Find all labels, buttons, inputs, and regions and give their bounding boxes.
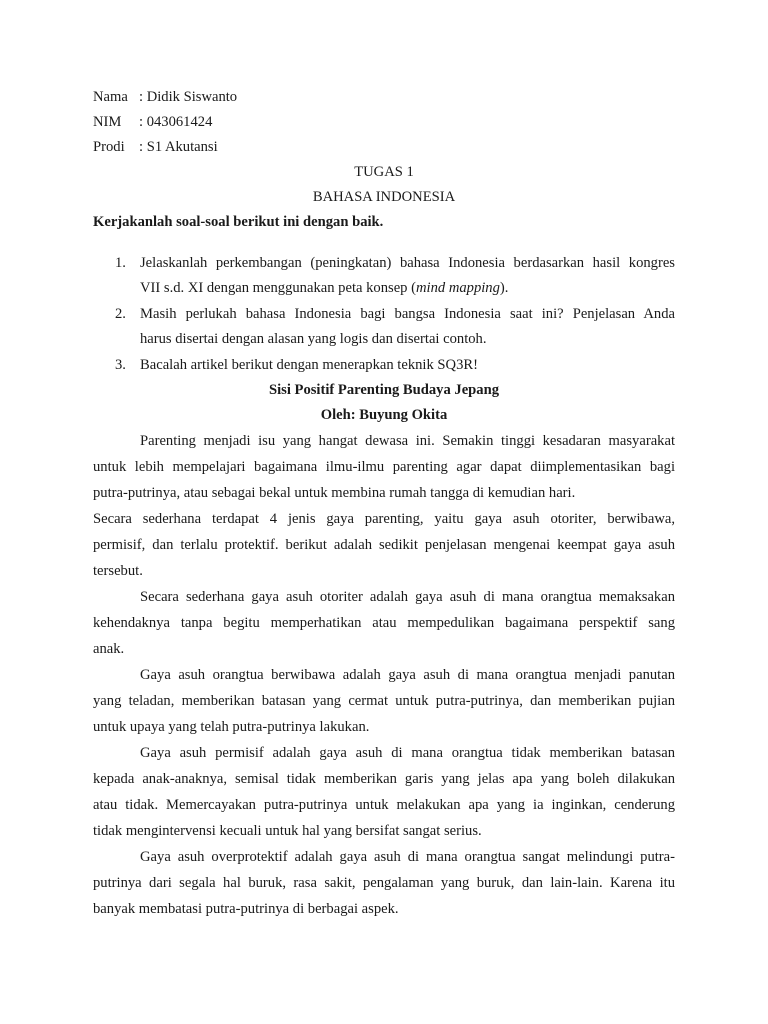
article-author: Oleh: Buyung Okita: [320, 407, 448, 423]
article-paragraph: [93, 506, 675, 584]
paragraph-line: atau tidak. Memercayakan putra-putrinya untuk melakukan apa yang ia inginkan, cenderung: [93, 797, 675, 813]
question-line: harus disertai dengan alasan yang logis dan disertai contoh.: [140, 331, 487, 347]
info-value: : 043061424: [139, 114, 213, 130]
paragraph-line: Gaya asuh overprotektif adalah gaya asuh di mana orangtua sangat melindungi putra-: [140, 849, 675, 865]
question-item: [93, 302, 675, 352]
article-paragraph: [93, 740, 675, 844]
article-paragraph: [93, 584, 675, 662]
paragraph-line: banyak membatasi putra-putrinya di berbagai aspek.: [93, 901, 399, 917]
info-row-nim: [93, 110, 237, 135]
question-item: [93, 353, 675, 378]
info-label: NIM: [93, 114, 122, 130]
paragraph-line: Parenting menjadi isu yang hangat dewasa ini. Semakin tinggi kesadaran masyarakat: [140, 433, 675, 449]
article-paragraph: [93, 662, 675, 740]
article-paragraph: [93, 844, 675, 922]
question-list: [93, 251, 675, 378]
question-line: Masih perlukah bahasa Indonesia bagi bangsa Indonesia saat ini? Penjelasan Anda: [140, 306, 675, 322]
paragraph-line: yang teladan, memberikan batasan yang cermat untuk putra-putrinya, dan memberikan pujian: [93, 693, 675, 709]
question-number: 3.: [115, 357, 126, 373]
assignment-title: TUGAS 1: [354, 164, 414, 180]
article-title: Sisi Positif Parenting Budaya Jepang: [268, 382, 500, 398]
course-title: BAHASA INDONESIA: [312, 189, 456, 205]
info-row-nama: [93, 85, 237, 110]
paragraph-line: tersebut.: [93, 563, 143, 579]
question-number: 2.: [115, 306, 126, 322]
question-text: VII s.d. XI dengan menggunakan peta konsep (: [140, 280, 416, 296]
paragraph-line: permisif, dan terlalu protektif. berikut adalah sedikit penjelasan mengenai keempat gaya asuh: [93, 537, 675, 553]
paragraph-line: Secara sederhana terdapat 4 jenis gaya parenting, yaitu gaya asuh otoriter, berwibawa,: [93, 511, 675, 527]
paragraph-line: putrinya dari segala hal buruk, rasa sakit, pengalaman yang buruk, dan lain-lain. Karena itu: [93, 875, 675, 891]
paragraph-line: untuk upaya yang telah putra-putrinya lakukan.: [93, 719, 370, 735]
article-paragraph: [93, 428, 675, 506]
info-label: Nama: [93, 89, 128, 105]
paragraph-line: putra-putrinya, atau sebagai bekal untuk membina rumah tangga di kemudian hari.: [93, 485, 576, 501]
question-item: [93, 251, 675, 301]
paragraph-line: untuk lebih mempelajari bagaimana ilmu-ilmu parenting agar dapat diimplementasikan bagi: [93, 459, 675, 475]
paragraph-line: Secara sederhana gaya asuh otoriter adalah gaya asuh di mana orangtua memaksakan: [140, 589, 675, 605]
question-line: [140, 276, 675, 301]
question-line: Jelaskanlah perkembangan (peningkatan) bahasa Indonesia berdasarkan hasil kongres: [140, 255, 675, 271]
info-label: Prodi: [93, 139, 125, 155]
paragraph-line: kehendaknya tanpa begitu memperhatikan atau mempedulikan bagaimana perspektif sang: [93, 615, 675, 631]
question-line: Bacalah artikel berikut dengan menerapkan teknik SQ3R!: [140, 357, 478, 373]
article-body: [93, 428, 675, 922]
paragraph-line: anak.: [93, 641, 125, 657]
info-value: : Didik Siswanto: [139, 89, 238, 105]
info-row-prodi: [93, 135, 237, 160]
question-number: 1.: [115, 255, 126, 271]
info-value: : S1 Akutansi: [139, 139, 218, 155]
paragraph-line: Gaya asuh permisif adalah gaya asuh di mana orangtua tidak memberikan batasan: [140, 745, 675, 761]
student-info: [93, 85, 237, 160]
question-text: ).: [499, 280, 509, 296]
paragraph-line: tidak mengintervensi kecuali untuk hal yang bersifat sangat serius.: [93, 823, 482, 839]
instruction-text: Kerjakanlah soal-soal berikut ini dengan baik.: [93, 214, 384, 230]
question-emphasis: mind mapping: [415, 280, 500, 296]
paragraph-line: Gaya asuh orangtua berwibawa adalah gaya asuh di mana orangtua menjadi panutan: [140, 667, 675, 683]
paragraph-line: kepada anak-anaknya, semisal tidak memberikan garis yang jelas apa yang boleh dilakukan: [93, 771, 675, 787]
